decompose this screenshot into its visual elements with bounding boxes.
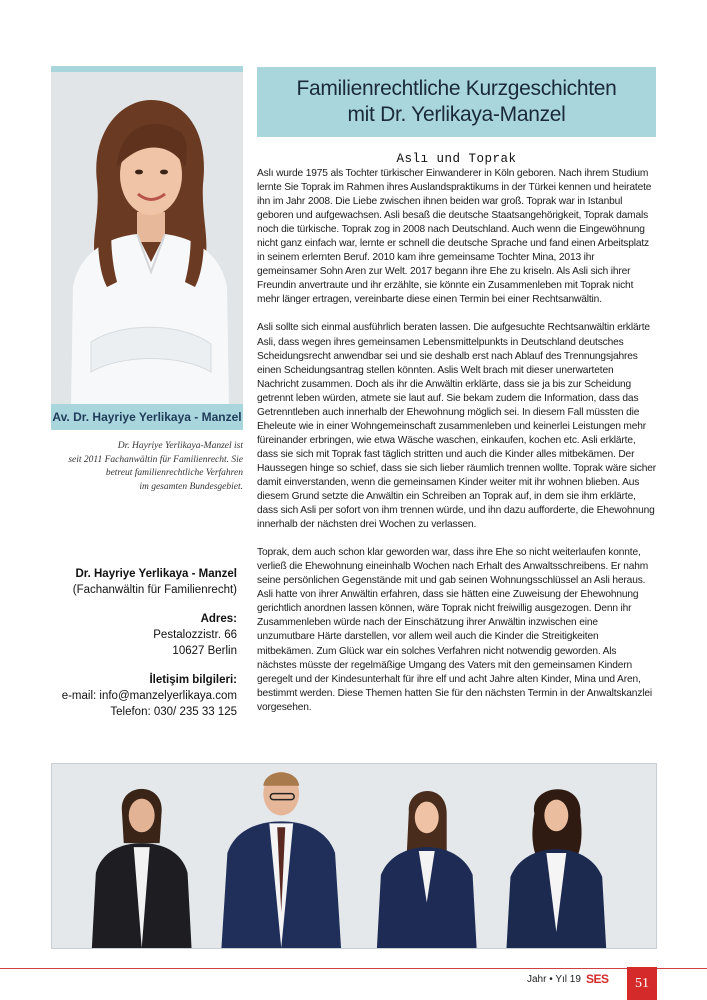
brand-logo: SES	[586, 972, 609, 986]
article-subtitle: Aslı und Toprak	[396, 152, 517, 166]
article-paragraph: Toprak, dem auch schon klar geworden war, dass ihre Ehe so nicht weiterlaufen konnte, verließ die Ehewohnung eineinhalb Wochen nach Erhalt des Anwaltsschreibens. Er nahm seine persönlichen Gegenstände mit und gab seinen Wohnungsschlüssel an Asli heraus. Asli hatte von ihrer Anwältin erfahren, dass sie hätten eine Zuweisung der Ehewohnung gerichtlich anordnen lassen können, wäre Toprak nicht freiwillig ausgezogen. Denn ihr Zusammenleben würde nach der Einschätzung ihrer Anwältin inzwischen eine unzumutbare Härte darstellen, vor allem weil auch die Kinder die Streitigkeiten mitbekämen. Zum Glück war ein solches Verfahren nicht notwendig geworden. Als nächstes müsste der regelmäßige Umgang des Vaters mit den gemeinsamen Kindern geregelt und der Kindesunterhalt für ihre elf und acht Jahre alten Kinder, Mina und Aren, bestimmt werden. Diese Themen hatten Sie für den nächsten Termin in der Anwaltskanzlei vorgesehen.	[257, 547, 653, 713]
page-number: 51	[627, 967, 657, 1000]
contact-name: Dr. Hayriye Yerlikaya - Manzel	[75, 568, 237, 580]
title-line: Familienrechtliche Kurzgeschichten	[296, 77, 617, 100]
portrait-caption: Av. Dr. Hayriye Yerlikaya - Manzel	[51, 404, 243, 430]
article-paragraph: Asli sollte sich einmal ausführlich beraten lassen. Die aufgesuchte Rechtsanwältin erklärte Asli, dass wegen ihres gemeinsamen Lebensmittelpunkts in Deutschland deutsches Scheidungsrecht anwendbar sei und sie deshalb erst nach Ablauf des Trennungsjahres einen Scheidungsantrag stellen könnten. Aslis Welt brach mit dieser unerwarteten Nachricht zusammen. Doch als ihr die Anwältin erklärte, dass sie ja bis zur Scheidung getrennt leben würden, atmete sie laut auf. Sie bekam zudem die Information, dass das Getrenntleben auch innerhalb der Ehewohnung möglich sei. In diesem Fall müssten die Eheleute wie in einer Wohngemeinschaft zusammenleben und keinerlei Leistungen mehr füreinander erbringen, wie etwa Wäsche waschen, einkaufen, kochen etc. Asli erklärte, dass sie sich mit Toprak fast täglich stritten und auch die Kinder alles mitbekämen. Der Haussegen hinge so schief, dass sie sich lieber räumlich trennen wollte. Toprak wäre sicher damit einverstanden, wenn die gemeinsamen Kinder weiter mit ihr wohnen blieben. Aus diesem Grund setzte die Anwältin ein Schreiben an Toprak auf, in dem sie ihm erklärte, dass sich Asli per sofort von ihm trennen würde, und ihn dazu aufforderte, die Ehewohnung innerhalb der nächsten drei Wochen zu verlassen.	[257, 322, 656, 531]
contact-label: İletişim bilgileri:	[149, 674, 237, 686]
intro-line: betreut familienrechtliche Verfahren	[105, 468, 243, 478]
address-street: Pestalozzistr. 66	[153, 629, 237, 641]
author-intro	[51, 440, 243, 494]
title-line: mit Dr. Yerlikaya-Manzel	[347, 103, 566, 126]
address-label: Adres:	[200, 613, 237, 625]
contact-email[interactable]: e-mail: info@manzelyerlikaya.com	[61, 690, 237, 702]
contact-block	[51, 566, 237, 720]
issue-label: Jahr • Yıl 19	[527, 974, 581, 985]
team-image	[52, 764, 656, 948]
team-photo	[51, 763, 657, 949]
contact-role: (Fachanwältin für Familienrecht)	[72, 584, 237, 596]
intro-line: seit 2011 Fachanwältin für Familienrecht. Sie	[68, 454, 243, 465]
article-paragraph: Aslı wurde 1975 als Tochter türkischer Einwanderer in Köln geboren. Nach ihrem Studium lernte Sie Toprak im Rahmen ihres Auslandspraktikums in der Türkei kennen und heiratete ihn im Jahr 2008. Die Liebe zwischen ihnen beiden war groß. Toprak war in Istanbul geboren und aufgewachsen. Asli besaß die deutsche Staatsangehörigkeit, Toprak damals noch die türkische. Toprak zog in 2008 nach Deutschland. Auch wenn die Eingewöhnung nicht ganz einfach war, lernte er schnell die deutsche Sprache und fand einen Arbeitsplatz in seinem erlernten Beruf. 2010 kam ihre gemeinsame Tochter Mina, 2013 ihr gemeinsamer Sohn Aren zur Welt. 2017 begann ihre Ehe zu kriseln. Als Asli sich ihrer Freundin anvertraute und ihr erzählte, sie könnte ein Zusammenleben mit Toprak nicht mehr länger ertragen, vereinbarte diese einen Termin bei einer Rechtsanwältin.	[257, 168, 652, 306]
portrait-image	[51, 72, 243, 406]
footer-rule	[0, 968, 707, 969]
intro-line: im gesamten Bundesgebiet.	[139, 481, 243, 492]
article-title	[257, 67, 656, 137]
intro-line: Dr. Hayriye Yerlikaya-Manzel ist	[117, 441, 243, 451]
contact-phone: Telefon: 030/ 235 33 125	[110, 706, 237, 718]
address-city: 10627 Berlin	[172, 645, 237, 657]
portrait-photo	[51, 66, 243, 406]
article-body	[257, 167, 657, 729]
